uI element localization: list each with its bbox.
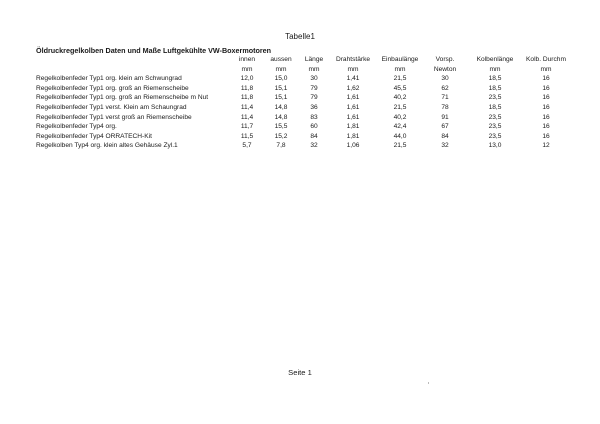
header-row-laenge: Länge xyxy=(304,56,324,63)
table-row-laenge: 79 xyxy=(310,94,318,102)
table-row-kolbenlaenge: 13,0 xyxy=(488,142,502,150)
table-row-kolbenlaenge: 23,5 xyxy=(488,113,502,121)
table-row-drahtstaerke: 1,61 xyxy=(346,113,360,121)
table-row-drahtstaerke: 1,61 xyxy=(346,103,360,111)
table-row-innen: 11,5 xyxy=(240,132,254,140)
header-row-drahtstaerke: Drahtstärke xyxy=(335,56,371,63)
table-row-drahtstaerke: 1,61 xyxy=(346,94,360,102)
table-row-name: Regelkolbenfeder Typ1 verst groß an Riemenscheibe xyxy=(36,113,192,121)
unit-row-innen: mm xyxy=(241,65,253,73)
table-row-kolbenlaenge: 23,5 xyxy=(488,94,502,102)
scan-speck xyxy=(428,382,429,384)
unit-row-kolbenlaenge: mm xyxy=(489,65,501,73)
table-row-kolben-durchmesser: 16 xyxy=(542,113,550,121)
table-row-name: Regelkolbenfeder Typ1 org. klein am Schwungrad xyxy=(36,75,182,83)
table-row-innen: 11,4 xyxy=(240,103,254,111)
header-row-vorspannung: Vorsp. xyxy=(435,56,455,63)
unit-row-name xyxy=(36,65,232,75)
header-row xyxy=(36,55,570,65)
table-body xyxy=(36,55,570,151)
table-row-einbaulaenge: 42,4 xyxy=(393,123,407,131)
table-row-aussen: 15,1 xyxy=(274,94,288,102)
table-row-vorspannung: 32 xyxy=(441,142,449,150)
table-row-innen: 11,8 xyxy=(240,84,254,92)
table-row-innen: 11,4 xyxy=(240,113,254,121)
header-row-name xyxy=(36,55,232,65)
table-row xyxy=(36,93,570,103)
table-row-einbaulaenge: 40,2 xyxy=(393,94,407,102)
table-row-vorspannung: 62 xyxy=(441,84,449,92)
unit-row-einbaulaenge: mm xyxy=(394,65,406,73)
header-row-kolbenlaenge: Kolbenlänge xyxy=(476,56,514,63)
table-row-name: Regelkolbenfeder Typ1 org. groß an Riemenscheibe m Nut xyxy=(36,94,209,102)
table-row-laenge: 60 xyxy=(310,123,318,131)
table-row-name: Regelkolbenfeder Typ4 org. xyxy=(36,123,117,131)
table-row-vorspannung: 78 xyxy=(441,103,449,111)
header-row-aussen: aussen xyxy=(270,56,292,63)
table-row xyxy=(36,132,570,142)
table-row-laenge: 32 xyxy=(310,142,318,150)
table-row-kolbenlaenge: 18,5 xyxy=(488,84,502,92)
table-row xyxy=(36,84,570,94)
header-row-innen: innen xyxy=(238,56,256,63)
table-row-laenge: 84 xyxy=(310,132,318,140)
table-row-drahtstaerke: 1,81 xyxy=(346,132,360,140)
table-row-innen: 12,0 xyxy=(240,75,254,83)
table-row-einbaulaenge: 21,5 xyxy=(393,142,407,150)
unit-row-kolben-durchmesser: mm xyxy=(540,65,552,73)
table-row-name: Regelkolben Typ4 org. klein altes Gehäuse Zyl.1 xyxy=(36,142,178,150)
table-row-innen: 11,7 xyxy=(240,123,254,131)
unit-row-drahtstaerke: mm xyxy=(347,65,359,73)
header-row-einbaulaenge: Einbaulänge xyxy=(381,56,419,63)
table-row-drahtstaerke: 1,81 xyxy=(346,123,360,131)
document-title: Öldruckregelkolben Daten und Maße Luftgekühlte VW-Boxermotoren xyxy=(36,46,272,55)
unit-row xyxy=(36,65,570,75)
table-row-innen: 11,8 xyxy=(240,94,254,102)
table-row-kolben-durchmesser: 16 xyxy=(542,84,550,92)
table-row-einbaulaenge: 44,0 xyxy=(393,132,407,140)
table-row-vorspannung: 67 xyxy=(441,123,449,131)
unit-row-vorspannung: Newton xyxy=(433,65,457,73)
table-row-drahtstaerke: 1,62 xyxy=(346,84,360,92)
table-row-einbaulaenge: 21,5 xyxy=(393,103,407,111)
table-row-kolbenlaenge: 23,5 xyxy=(488,132,502,140)
table-row-drahtstaerke: 1,41 xyxy=(346,75,360,83)
table-row-aussen: 14,8 xyxy=(274,113,288,121)
table-row-aussen: 15,5 xyxy=(274,123,288,131)
table-row-kolbenlaenge: 18,5 xyxy=(488,103,502,111)
table-row-innen: 5,7 xyxy=(242,142,252,150)
sheet-title: Tabelle1 xyxy=(285,32,315,41)
table-row xyxy=(36,74,570,84)
table-row-kolben-durchmesser: 16 xyxy=(542,94,550,102)
table-row-aussen: 14,8 xyxy=(274,103,288,111)
table-row-name: Regelkolbenfeder Typ1 verst. Klein am Schaungrad xyxy=(36,103,187,111)
header-row-kolben-durchmesser: Kolb. Durchm xyxy=(526,56,566,63)
table-row-kolbenlaenge: 23,5 xyxy=(488,123,502,131)
table-row-laenge: 83 xyxy=(310,113,318,121)
table-row-aussen: 7,8 xyxy=(276,142,286,150)
table-row-kolben-durchmesser: 16 xyxy=(542,103,550,111)
unit-row-aussen: mm xyxy=(275,65,287,73)
table-row-name: Regelkolbenfeder Typ1 org. groß an Riemenscheibe xyxy=(36,84,189,92)
unit-row-laenge: mm xyxy=(308,65,320,73)
table-row-aussen: 15,1 xyxy=(274,84,288,92)
table-row-kolben-durchmesser: 16 xyxy=(542,132,550,140)
table-row-vorspannung: 30 xyxy=(441,75,449,83)
table-row-vorspannung: 91 xyxy=(441,113,449,121)
table-row-aussen: 15,0 xyxy=(274,75,288,83)
table-row xyxy=(36,122,570,132)
spring-data-table xyxy=(36,55,570,151)
table-row-laenge: 79 xyxy=(310,84,318,92)
table-row xyxy=(36,141,570,151)
table-row-einbaulaenge: 40,2 xyxy=(393,113,407,121)
table-row-laenge: 30 xyxy=(310,75,318,83)
table-row-einbaulaenge: 45,5 xyxy=(393,84,407,92)
table-row-vorspannung: 71 xyxy=(441,94,449,102)
table-row-kolben-durchmesser: 16 xyxy=(542,123,550,131)
table-row xyxy=(36,103,570,113)
table-row-laenge: 36 xyxy=(310,103,318,111)
table-row-drahtstaerke: 1,06 xyxy=(346,142,360,150)
table-row-einbaulaenge: 21,5 xyxy=(393,75,407,83)
table-row xyxy=(36,113,570,123)
table-row-aussen: 15,2 xyxy=(274,132,288,140)
table-row-kolben-durchmesser: 16 xyxy=(542,75,550,83)
page-footer: Seite 1 xyxy=(288,368,312,377)
table-row-kolben-durchmesser: 12 xyxy=(542,142,550,150)
table-row-kolbenlaenge: 18,5 xyxy=(488,75,502,83)
table-row-vorspannung: 84 xyxy=(441,132,449,140)
table-row-name: Regelkolbenfeder Typ4 ORRATECH-Kit xyxy=(36,132,152,140)
